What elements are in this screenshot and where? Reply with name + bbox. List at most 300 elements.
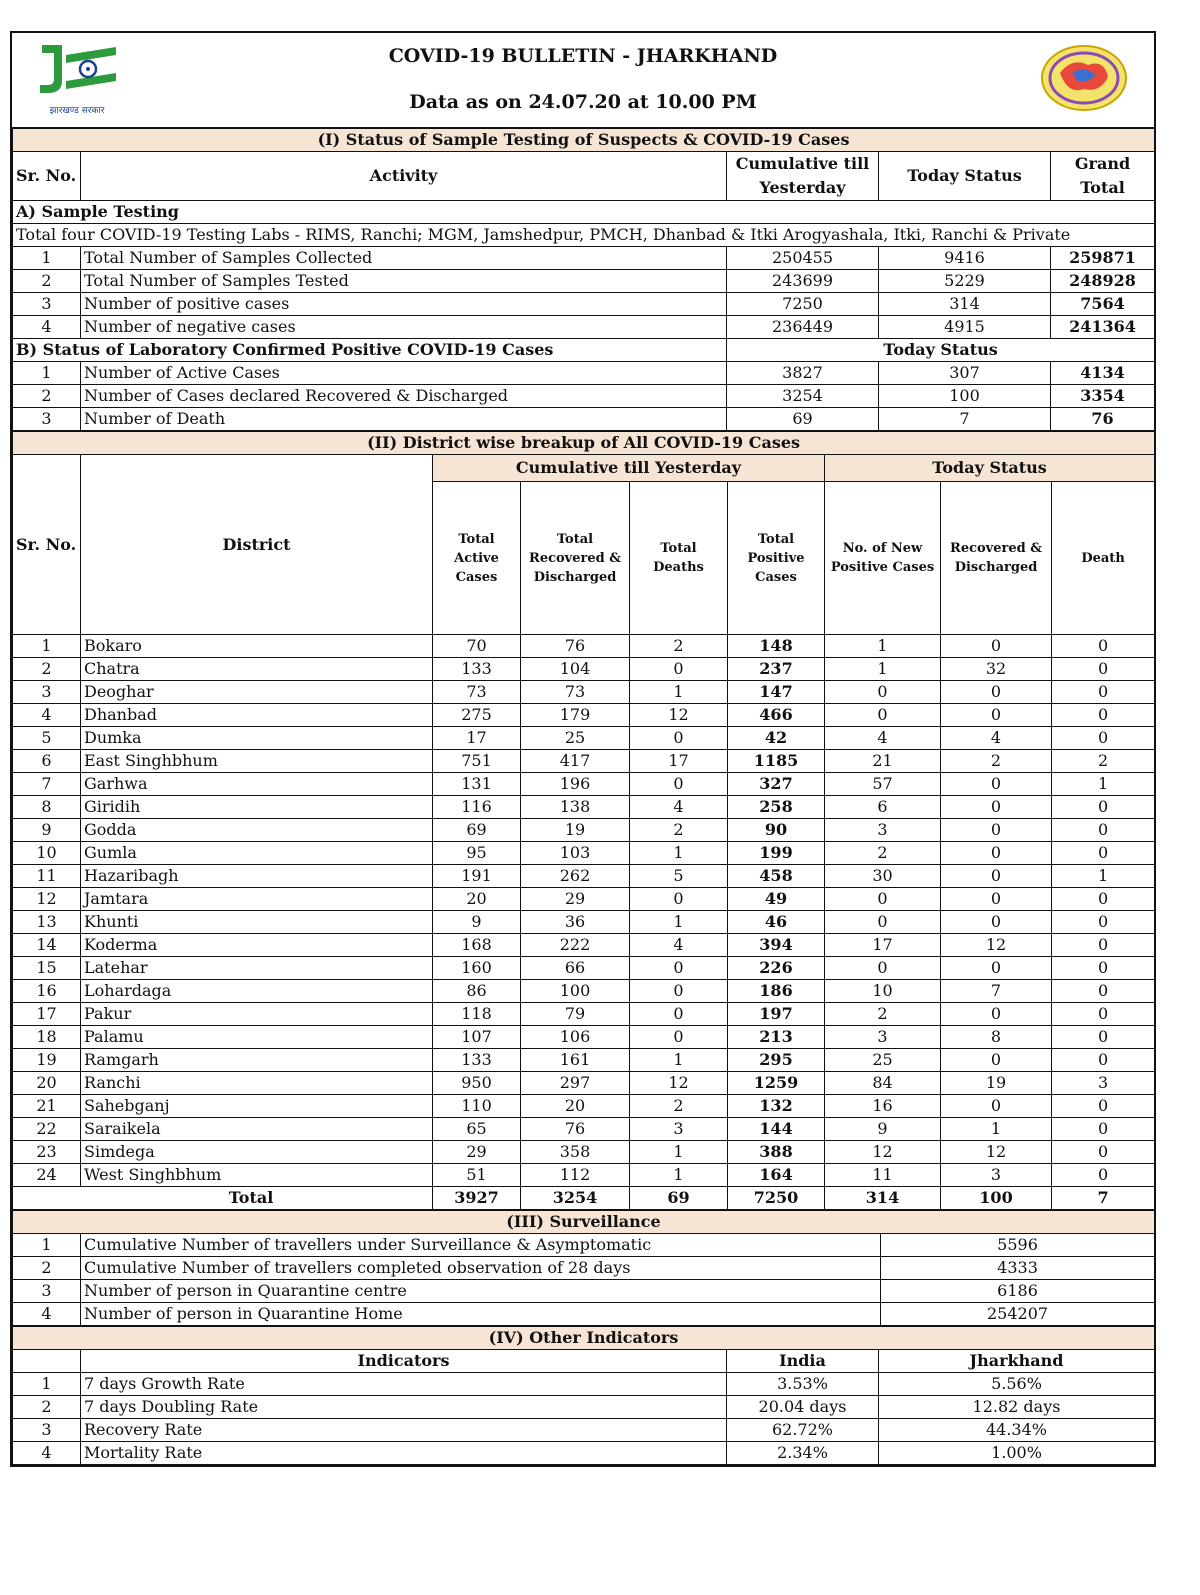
deaths-cell: 1 [630,1141,728,1164]
new-positive-cell: 30 [825,865,941,888]
new-positive-cell: 0 [825,957,941,980]
table-row [13,247,1155,270]
cumulative-cell: 69 [727,408,879,431]
cumulative-cell: 3827 [727,362,879,385]
positive-cell: 164 [728,1164,825,1187]
active-cell: 191 [433,865,521,888]
recovered-today-cell: 4 [941,727,1052,750]
sr-cell: 11 [13,865,81,888]
india-value: 2.34% [727,1442,879,1465]
recovered-today-cell: 0 [941,957,1052,980]
recovered-cell: 79 [521,1003,630,1026]
district-total-row [13,1187,1155,1210]
jharkhand-value: 44.34% [879,1419,1155,1442]
col-total-active: Total Active Cases [433,482,521,635]
deaths-cell: 2 [630,819,728,842]
sr-cell: 22 [13,1118,81,1141]
district-cell: Chatra [81,658,433,681]
sample-testing-table [12,128,1155,431]
sr-cell: 3 [13,1419,81,1442]
death-today-cell: 0 [1052,911,1155,934]
deaths-cell: 1 [630,1164,728,1187]
active-cell: 950 [433,1072,521,1095]
deaths-cell: 0 [630,888,728,911]
active-cell: 29 [433,1141,521,1164]
sr-cell: 20 [13,1072,81,1095]
active-cell: 73 [433,681,521,704]
district-cell: Gumla [81,842,433,865]
group-cumulative: Cumulative till Yesterday [433,455,825,482]
col-district: District [81,455,433,635]
sr-cell: 2 [13,658,81,681]
active-cell: 86 [433,980,521,1003]
active-cell: 20 [433,888,521,911]
new-positive-cell: 1 [825,658,941,681]
health-dept-logo [1038,43,1130,113]
positive-cell: 148 [728,635,825,658]
sr-cell: 8 [13,796,81,819]
today-cell: 314 [879,293,1051,316]
total-death-today: 7 [1052,1187,1155,1210]
death-today-cell: 0 [1052,1049,1155,1072]
sr-cell: 3 [13,681,81,704]
col-sr-no: Sr. No. [13,455,81,635]
active-cell: 118 [433,1003,521,1026]
cumulative-cell: 7250 [727,293,879,316]
activity-cell: Total Number of Samples Tested [81,270,727,293]
surveillance-label: Cumulative Number of travellers completed observation of 28 days [81,1257,881,1280]
sr-cell: 2 [13,1257,81,1280]
recovered-today-cell: 0 [941,704,1052,727]
district-row [13,865,1155,888]
new-positive-cell: 9 [825,1118,941,1141]
district-cell: Giridih [81,796,433,819]
india-value: 20.04 days [727,1396,879,1419]
recovered-today-cell: 0 [941,1049,1052,1072]
today-cell: 4915 [879,316,1051,339]
table-row [13,270,1155,293]
recovered-cell: 297 [521,1072,630,1095]
district-row [13,704,1155,727]
death-today-cell: 0 [1052,934,1155,957]
recovered-today-cell: 8 [941,1026,1052,1049]
district-row [13,1141,1155,1164]
jharkhand-value: 12.82 days [879,1396,1155,1419]
recovered-cell: 25 [521,727,630,750]
new-positive-cell: 17 [825,934,941,957]
group-today-status: Today Status [825,455,1155,482]
total-recovered-today: 100 [941,1187,1052,1210]
positive-cell: 327 [728,773,825,796]
today-cell: 307 [879,362,1051,385]
col-cumulative: Cumulative till Yesterday [727,152,879,201]
active-cell: 116 [433,796,521,819]
district-cell: Garhwa [81,773,433,796]
recovered-cell: 138 [521,796,630,819]
new-positive-cell: 2 [825,1003,941,1026]
grand-total-cell: 3354 [1051,385,1155,408]
activity-cell: Number of positive cases [81,293,727,316]
new-positive-cell: 25 [825,1049,941,1072]
recovered-today-cell: 0 [941,635,1052,658]
sr-cell: 4 [13,1303,81,1326]
district-row [13,1049,1155,1072]
recovered-cell: 112 [521,1164,630,1187]
bulletin-date: Data as on 24.07.20 at 10.00 PM [409,91,757,113]
sub-b-today-status: Today Status [727,339,1155,362]
surveillance-value: 6186 [881,1280,1155,1303]
table-row [13,408,1155,431]
sr-cell: 13 [13,911,81,934]
recovered-today-cell: 0 [941,888,1052,911]
district-row [13,681,1155,704]
new-positive-cell: 21 [825,750,941,773]
col-sr-no: Sr. No. [13,152,81,201]
district-cell: Dumka [81,727,433,750]
col-indicators: Indicators [81,1350,727,1373]
sr-cell: 24 [13,1164,81,1187]
positive-cell: 46 [728,911,825,934]
deaths-cell: 1 [630,1049,728,1072]
positive-cell: 1259 [728,1072,825,1095]
deaths-cell: 4 [630,796,728,819]
total-new-positive: 314 [825,1187,941,1210]
section-3-title: (III) Surveillance [13,1211,1155,1234]
active-cell: 110 [433,1095,521,1118]
col-sr-blank [13,1350,81,1373]
table-row [13,385,1155,408]
new-positive-cell: 0 [825,704,941,727]
recovered-cell: 76 [521,1118,630,1141]
surveillance-table [12,1210,1155,1326]
district-cell: Dhanbad [81,704,433,727]
total-recovered: 3254 [521,1187,630,1210]
death-today-cell: 0 [1052,635,1155,658]
table-row [13,1419,1155,1442]
sr-cell: 4 [13,316,81,339]
sr-cell: 3 [13,1280,81,1303]
activity-cell: Number of Cases declared Recovered & Discharged [81,385,727,408]
district-row [13,1118,1155,1141]
sr-cell: 21 [13,1095,81,1118]
positive-cell: 90 [728,819,825,842]
district-row [13,1164,1155,1187]
death-today-cell: 1 [1052,773,1155,796]
sr-cell: 9 [13,819,81,842]
recovered-cell: 179 [521,704,630,727]
positive-cell: 49 [728,888,825,911]
grand-total-cell: 76 [1051,408,1155,431]
grand-total-cell: 4134 [1051,362,1155,385]
bulletin-header [12,33,1154,128]
positive-cell: 144 [728,1118,825,1141]
active-cell: 70 [433,635,521,658]
grand-total-cell: 7564 [1051,293,1155,316]
table-row [13,1303,1155,1326]
active-cell: 69 [433,819,521,842]
district-cell: Simdega [81,1141,433,1164]
death-today-cell: 0 [1052,704,1155,727]
surveillance-label: Number of person in Quarantine centre [81,1280,881,1303]
active-cell: 107 [433,1026,521,1049]
active-cell: 168 [433,934,521,957]
recovered-cell: 29 [521,888,630,911]
india-value: 62.72% [727,1419,879,1442]
recovered-cell: 262 [521,865,630,888]
surveillance-value: 254207 [881,1303,1155,1326]
recovered-cell: 196 [521,773,630,796]
new-positive-cell: 10 [825,980,941,1003]
district-cell: Godda [81,819,433,842]
new-positive-cell: 3 [825,1026,941,1049]
recovered-cell: 106 [521,1026,630,1049]
district-row [13,911,1155,934]
new-positive-cell: 0 [825,911,941,934]
active-cell: 160 [433,957,521,980]
state-map-emblem-icon [1038,43,1130,113]
deaths-cell: 5 [630,865,728,888]
sr-cell: 1 [13,362,81,385]
new-positive-cell: 2 [825,842,941,865]
sr-cell: 12 [13,888,81,911]
table-row [13,293,1155,316]
jharkhand-value: 5.56% [879,1373,1155,1396]
indicator-label: Recovery Rate [81,1419,727,1442]
district-row [13,1003,1155,1026]
deaths-cell: 0 [630,1026,728,1049]
recovered-today-cell: 12 [941,1141,1052,1164]
death-today-cell: 0 [1052,1003,1155,1026]
col-india: India [727,1350,879,1373]
activity-cell: Number of Death [81,408,727,431]
indicator-label: 7 days Doubling Rate [81,1396,727,1419]
surveillance-value: 4333 [881,1257,1155,1280]
active-cell: 751 [433,750,521,773]
death-today-cell: 0 [1052,681,1155,704]
total-positive: 7250 [728,1187,825,1210]
surveillance-value: 5596 [881,1234,1155,1257]
positive-cell: 394 [728,934,825,957]
district-row [13,842,1155,865]
positive-cell: 226 [728,957,825,980]
recovered-today-cell: 0 [941,681,1052,704]
table-row [13,1234,1155,1257]
logo-caption: झारखण्ड सरकार [49,106,105,116]
indicator-label: Mortality Rate [81,1442,727,1465]
today-cell: 7 [879,408,1051,431]
indicators-table [12,1326,1155,1465]
district-cell: Lohardaga [81,980,433,1003]
sr-cell: 10 [13,842,81,865]
positive-cell: 1185 [728,750,825,773]
district-row [13,1072,1155,1095]
sr-cell: 17 [13,1003,81,1026]
grand-total-cell: 241364 [1051,316,1155,339]
sr-cell: 4 [13,704,81,727]
new-positive-cell: 0 [825,681,941,704]
deaths-cell: 4 [630,934,728,957]
new-positive-cell: 84 [825,1072,941,1095]
recovered-today-cell: 12 [941,934,1052,957]
district-row [13,980,1155,1003]
district-row [13,819,1155,842]
district-row [13,635,1155,658]
district-row [13,750,1155,773]
table-row [13,362,1155,385]
labs-note: Total four COVID-19 Testing Labs - RIMS, Ranchi; MGM, Jamshedpur, PMCH, Dhanbad & Itki Arogyashala, Itki, Ranchi & Private [13,224,1155,247]
district-cell: Sahebganj [81,1095,433,1118]
death-today-cell: 0 [1052,727,1155,750]
new-positive-cell: 12 [825,1141,941,1164]
death-today-cell: 0 [1052,957,1155,980]
recovered-cell: 222 [521,934,630,957]
sr-cell: 1 [13,1373,81,1396]
surveillance-label: Cumulative Number of travellers under Surveillance & Asymptomatic [81,1234,881,1257]
deaths-cell: 3 [630,1118,728,1141]
new-positive-cell: 0 [825,888,941,911]
sr-cell: 7 [13,773,81,796]
sr-cell: 3 [13,408,81,431]
deaths-cell: 12 [630,1072,728,1095]
active-cell: 51 [433,1164,521,1187]
recovered-cell: 19 [521,819,630,842]
grand-total-cell: 259871 [1051,247,1155,270]
section-4-title: (IV) Other Indicators [13,1327,1155,1350]
deaths-cell: 1 [630,842,728,865]
positive-cell: 295 [728,1049,825,1072]
deaths-cell: 0 [630,658,728,681]
death-today-cell: 0 [1052,796,1155,819]
district-cell: Latehar [81,957,433,980]
new-positive-cell: 3 [825,819,941,842]
activity-cell: Total Number of Samples Collected [81,247,727,270]
district-cell: Hazaribagh [81,865,433,888]
deaths-cell: 12 [630,704,728,727]
recovered-today-cell: 2 [941,750,1052,773]
sr-cell: 2 [13,1396,81,1419]
district-cell: Koderma [81,934,433,957]
recovered-cell: 20 [521,1095,630,1118]
district-cell: Pakur [81,1003,433,1026]
today-cell: 9416 [879,247,1051,270]
recovered-today-cell: 0 [941,796,1052,819]
sr-cell: 6 [13,750,81,773]
district-row [13,727,1155,750]
death-today-cell: 0 [1052,1164,1155,1187]
recovered-today-cell: 0 [941,865,1052,888]
col-grand-total: Grand Total [1051,152,1155,201]
deaths-cell: 0 [630,727,728,750]
deaths-cell: 0 [630,980,728,1003]
recovered-today-cell: 32 [941,658,1052,681]
recovered-today-cell: 7 [941,980,1052,1003]
district-row [13,773,1155,796]
col-today-status: Today Status [879,152,1051,201]
death-today-cell: 0 [1052,1095,1155,1118]
district-cell: Ramgarh [81,1049,433,1072]
death-today-cell: 0 [1052,1118,1155,1141]
active-cell: 9 [433,911,521,934]
recovered-today-cell: 0 [941,911,1052,934]
sr-cell: 15 [13,957,81,980]
death-today-cell: 0 [1052,888,1155,911]
positive-cell: 213 [728,1026,825,1049]
sr-cell: 2 [13,385,81,408]
death-today-cell: 0 [1052,819,1155,842]
col-total-positive: Total Positive Cases [728,482,825,635]
india-value: 3.53% [727,1373,879,1396]
district-cell: Khunti [81,911,433,934]
district-cell: West Singhbhum [81,1164,433,1187]
new-positive-cell: 1 [825,635,941,658]
district-row [13,796,1155,819]
bulletin-title: COVID-19 BULLETIN - JHARKHAND [388,45,778,67]
deaths-cell: 1 [630,911,728,934]
recovered-cell: 161 [521,1049,630,1072]
table-row [13,1442,1155,1465]
today-cell: 5229 [879,270,1051,293]
active-cell: 275 [433,704,521,727]
district-cell: Bokaro [81,635,433,658]
recovered-today-cell: 3 [941,1164,1052,1187]
grand-total-cell: 248928 [1051,270,1155,293]
recovered-today-cell: 0 [941,773,1052,796]
deaths-cell: 2 [630,1095,728,1118]
table-row [13,1280,1155,1303]
col-total-recovered: Total Recovered & Discharged [521,482,630,635]
sr-cell: 5 [13,727,81,750]
deaths-cell: 1 [630,681,728,704]
active-cell: 95 [433,842,521,865]
sub-a-title: A) Sample Testing [13,201,1155,224]
district-table [12,431,1155,1210]
death-today-cell: 3 [1052,1072,1155,1095]
positive-cell: 258 [728,796,825,819]
district-cell: Jamtara [81,888,433,911]
district-cell: Palamu [81,1026,433,1049]
recovered-today-cell: 1 [941,1118,1052,1141]
active-cell: 133 [433,658,521,681]
sr-cell: 2 [13,270,81,293]
sr-cell: 1 [13,247,81,270]
active-cell: 133 [433,1049,521,1072]
district-cell: Deoghar [81,681,433,704]
district-cell: East Singhbhum [81,750,433,773]
positive-cell: 199 [728,842,825,865]
sr-cell: 3 [13,293,81,316]
activity-cell: Number of Active Cases [81,362,727,385]
recovered-cell: 66 [521,957,630,980]
district-row [13,658,1155,681]
district-row [13,1095,1155,1118]
sr-cell: 4 [13,1442,81,1465]
activity-cell: Number of negative cases [81,316,727,339]
sr-cell: 14 [13,934,81,957]
death-today-cell: 0 [1052,1026,1155,1049]
positive-cell: 186 [728,980,825,1003]
total-deaths: 69 [630,1187,728,1210]
cumulative-cell: 3254 [727,385,879,408]
new-positive-cell: 4 [825,727,941,750]
sr-cell: 23 [13,1141,81,1164]
bulletin-sheet [10,31,1156,1467]
new-positive-cell: 6 [825,796,941,819]
positive-cell: 388 [728,1141,825,1164]
positive-cell: 132 [728,1095,825,1118]
deaths-cell: 0 [630,1003,728,1026]
active-cell: 17 [433,727,521,750]
table-row [13,316,1155,339]
